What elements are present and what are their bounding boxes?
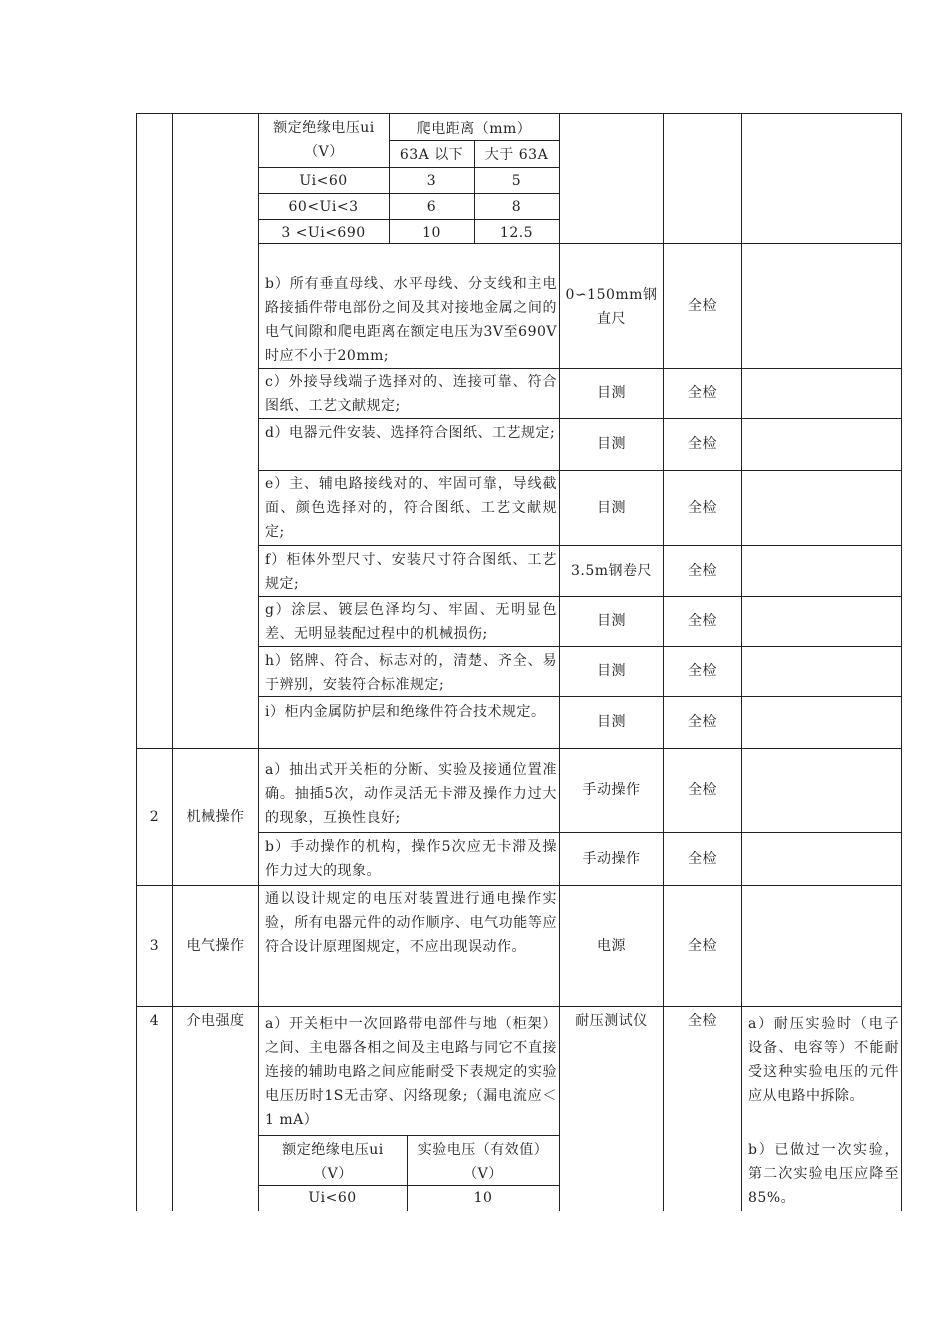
item-check: 全检 — [688, 562, 717, 579]
item-check: 全检 — [688, 663, 717, 679]
creepage-row-voltage: Ui<60 — [299, 173, 348, 189]
item-text: b）所有垂直母线、水平母线、分支线和主电路接插件带电部份之间及其对接地金属之间的电气间隙和爬电距离在额定电压为3V至690V时应不小于20mm; — [265, 276, 557, 364]
item-check: 全检 — [688, 850, 717, 867]
col-border-0 — [136, 113, 137, 1211]
item-tool: 手动操作 — [582, 782, 641, 798]
item-text: c）外接导线端子选择对的、连接可靠、符合图纸、工艺文献规定; — [265, 374, 557, 414]
item-check: 全检 — [688, 714, 717, 730]
item-text: g）涂层、镀层色泽均匀、牢固、无明显色差、无明显装配过程中的机械损伤; — [265, 602, 557, 642]
item-tool: 电源 — [597, 937, 626, 954]
test-row-voltage: Ui<60 — [308, 1190, 357, 1206]
item-tool: 目测 — [597, 613, 626, 629]
remark-a: a）耐压实验时（电子设备、电容等）不能耐受这种实验电压的元件应从电路中拆除。 — [748, 1016, 899, 1104]
sub-border — [258, 219, 559, 220]
creepage-row-value: 12.5 — [499, 225, 534, 241]
item-check: 全检 — [688, 937, 717, 954]
test-row-value: 10 — [473, 1190, 493, 1206]
creepage-col-63a-below: 63A 以下 — [399, 147, 464, 163]
item-tool: 手动操作 — [582, 850, 641, 867]
sub-border — [258, 193, 559, 194]
item-check: 全检 — [688, 1013, 717, 1029]
section-number: 4 — [149, 1013, 160, 1029]
item-tool: 目测 — [597, 436, 626, 452]
item-tool: 目测 — [597, 714, 626, 730]
sub-border — [258, 167, 559, 168]
test-header-test: 实验电压（有效值）（V） — [417, 1142, 549, 1182]
section-number: 2 — [149, 808, 160, 825]
col-border-1 — [172, 113, 173, 1211]
creepage-row-value: 10 — [422, 225, 441, 241]
item-tool: 目测 — [597, 385, 626, 401]
item-text: b）手动操作的机构，操作5次应无卡滞及操作力过大的现象。 — [265, 839, 557, 879]
creepage-row-voltage: 60<Ui<3 — [288, 199, 359, 215]
section-border — [136, 1006, 901, 1007]
sub-border — [258, 1135, 559, 1136]
creepage-row-value: 6 — [426, 199, 437, 215]
creepage-row-value: 3 — [426, 173, 437, 189]
item-check: 全检 — [688, 385, 717, 401]
item-tool: 耐压测试仪 — [575, 1013, 648, 1029]
creepage-row-value: 5 — [511, 173, 522, 189]
col-border-6 — [901, 113, 902, 1211]
creepage-row-value: 8 — [511, 199, 522, 215]
item-check: 全检 — [688, 297, 717, 314]
test-header-voltage: 额定绝缘电压ui（V） — [282, 1142, 384, 1182]
item-text: i）柜内金属防护层和绝缘件符合技术规定。 — [265, 704, 546, 720]
item-check: 全检 — [688, 782, 717, 798]
item-text: 通以设计规定的电压对装置进行通电操作实验，所有电器元件的动作顺序、电气功能等应符合设计原理图规定，不应出现误动作。 — [265, 891, 557, 955]
creepage-header-distance: 爬电距离（mm） — [416, 121, 532, 137]
remark-b: b）已做过一次实验，第二次实验电压应降至85%。 — [748, 1142, 899, 1206]
item-tool: 目测 — [597, 499, 626, 516]
section-number: 3 — [149, 937, 160, 954]
item-check: 全检 — [688, 499, 717, 516]
section-name: 介电强度 — [186, 1013, 245, 1029]
creepage-col-63a-above: 大于 63A — [484, 147, 549, 163]
item-text: a）开关柜中一次回路带电部件与地（柜架）之间、主电器各相之间及主电路与同它不直接连接的辅助电路之间应能耐受下表规定的实验电压历时1S无击穿、闪络现象;（漏电流应＜1 mA） — [265, 1016, 557, 1128]
item-tool: 0∽150mm钢直尺 — [565, 287, 658, 327]
item-tool: 3.5m钢卷尺 — [570, 562, 653, 579]
item-check: 全检 — [688, 436, 717, 452]
section-name: 机械操作 — [186, 808, 245, 825]
col-border-2 — [258, 113, 259, 1211]
creepage-row-voltage: 3 <Ui<690 — [281, 225, 366, 241]
item-text: a）抽出式开关柜的分断、实验及接通位置准确。抽插5次，动作灵活无卡滞及操作力过大的现象，互换性良好; — [265, 762, 557, 826]
item-tool: 目测 — [597, 663, 626, 679]
table-top-border — [136, 113, 901, 114]
item-check: 全检 — [688, 613, 717, 629]
col-border-5 — [741, 113, 742, 1211]
item-text: h）铭牌、符合、标志对的，清楚、齐全、易于辨别，安装符合标准规定; — [265, 653, 557, 693]
section-name: 电气操作 — [186, 937, 245, 954]
item-text: e）主、辅电路接线对的、牢固可靠，导线截面、颜色选择对的，符合图纸、工艺文献规定; — [265, 476, 557, 540]
item-text: d）电器元件安装、选择符合图纸、工艺规定; — [265, 425, 556, 441]
creepage-header-voltage: 额定绝缘电压ui（V） — [273, 120, 375, 160]
item-text: f）柜体外型尺寸、安装尺寸符合图纸、工艺规定; — [265, 552, 557, 592]
